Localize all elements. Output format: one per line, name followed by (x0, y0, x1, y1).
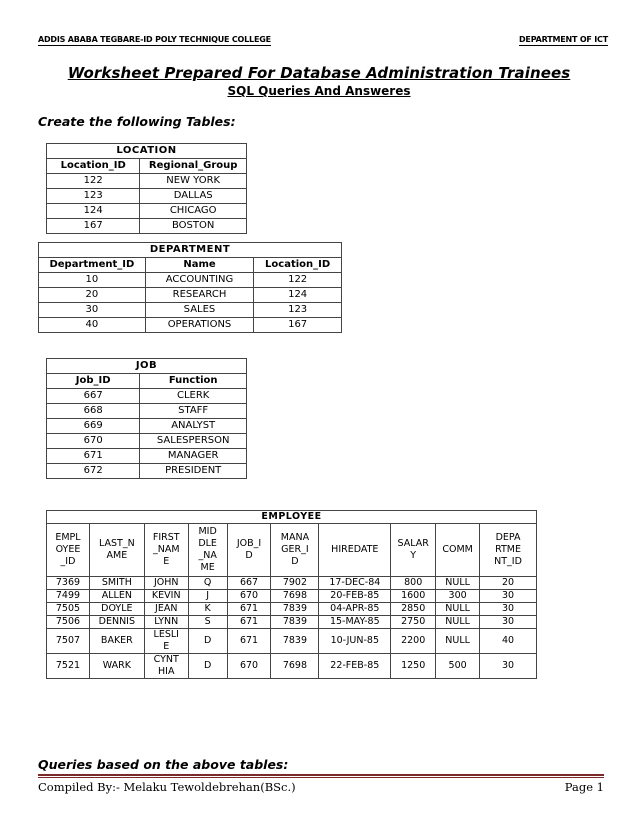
column-header-line: _NA (198, 550, 217, 561)
table-cell: 04-APR-85 (319, 603, 391, 616)
table-cell: 667 (47, 389, 140, 404)
column-header-line: Y (410, 550, 417, 561)
table-cell: SALESPERSON (140, 434, 247, 449)
table-cell: ALLEN (89, 590, 144, 603)
table-cell: 124 (254, 288, 342, 303)
table-cell: 670 (227, 590, 271, 603)
table-cell: DOYLE (89, 603, 144, 616)
column-header-line: D (245, 550, 253, 561)
table-cell: LYNN (144, 616, 188, 629)
column-header-line: ME (200, 562, 215, 573)
column-header-line: NT_ID (494, 556, 522, 567)
department-column-header: Location_ID (254, 258, 342, 273)
job-column-header: Function (140, 374, 247, 389)
table-cell: 30 (480, 654, 537, 679)
column-header-line: DLE (198, 538, 217, 549)
table-cell: NULL (436, 616, 480, 629)
employee-header-row (47, 524, 537, 577)
table-cell: 1600 (391, 590, 436, 603)
employee-table (46, 510, 537, 679)
table-cell: 123 (47, 189, 140, 204)
table-cell: ACCOUNTING (145, 273, 254, 288)
table-cell: 800 (391, 577, 436, 590)
column-header-line: _NAM (152, 544, 180, 555)
employee-column-header (89, 524, 144, 577)
queries-heading: Queries based on the above tables: (38, 757, 289, 772)
job-caption-row (47, 359, 247, 374)
table-cell: D (188, 654, 227, 679)
table-cell: KEVIN (144, 590, 188, 603)
table-cell: NEW YORK (140, 174, 247, 189)
table-row (47, 590, 537, 603)
table-cell: 1250 (391, 654, 436, 679)
worksheet-title: Worksheet Prepared For Database Administration Trainees (67, 64, 571, 82)
page-header (38, 35, 608, 46)
column-header-line: OYEE (55, 544, 81, 555)
table-row (47, 419, 247, 434)
table-cell: 20-FEB-85 (319, 590, 391, 603)
employee-column-header (436, 524, 480, 577)
table-cell: 30 (39, 303, 146, 318)
page-number: Page 1 (564, 780, 604, 794)
table-cell: 672 (47, 464, 140, 479)
table-row (47, 616, 537, 629)
employee-column-header (188, 524, 227, 577)
employee-column-header (47, 524, 90, 577)
table-cell: J (188, 590, 227, 603)
table-cell: 124 (47, 204, 140, 219)
table-cell: SALES (145, 303, 254, 318)
column-header-line: D (291, 556, 299, 567)
table-row (47, 189, 247, 204)
table-row (47, 204, 247, 219)
location-caption-row (47, 144, 247, 159)
column-header-line: GER_I (281, 544, 309, 555)
table-cell: 123 (254, 303, 342, 318)
column-header-line: FIRST (152, 532, 180, 543)
table-cell: RESEARCH (145, 288, 254, 303)
job-caption: JOB (47, 359, 247, 374)
table-cell: 2750 (391, 616, 436, 629)
table-row (39, 288, 342, 303)
table-cell: 667 (227, 577, 271, 590)
table-row (47, 389, 247, 404)
column-header-line: E (163, 556, 170, 567)
employee-column-header (319, 524, 391, 577)
table-cell: LESLI E (144, 629, 188, 654)
location-column-header: Location_ID (47, 159, 140, 174)
table-cell: 668 (47, 404, 140, 419)
job-header-row (47, 374, 247, 389)
column-header-line: DEPA (495, 532, 521, 543)
job-table (46, 358, 247, 479)
table-cell: 7369 (47, 577, 90, 590)
employee-column-header (480, 524, 537, 577)
employee-column-header (227, 524, 271, 577)
table-cell: 671 (47, 449, 140, 464)
column-header-line: COMM (442, 544, 473, 555)
table-cell: JOHN (144, 577, 188, 590)
table-cell: BAKER (89, 629, 144, 654)
table-cell: 7521 (47, 654, 90, 679)
table-cell: NULL (436, 603, 480, 616)
table-row (47, 174, 247, 189)
table-row (47, 219, 247, 234)
table-cell: JEAN (144, 603, 188, 616)
table-row (47, 629, 537, 654)
table-cell: 30 (480, 590, 537, 603)
table-cell: 7499 (47, 590, 90, 603)
table-cell: 300 (436, 590, 480, 603)
table-cell: 7902 (271, 577, 319, 590)
create-tables-heading: Create the following Tables: (38, 114, 236, 129)
table-cell: 669 (47, 419, 140, 434)
table-cell: CYNT HIA (144, 654, 188, 679)
table-cell: 10-JUN-85 (319, 629, 391, 654)
employee-column-header (271, 524, 319, 577)
job-column-header: Job_ID (47, 374, 140, 389)
location-column-header: Regional_Group (140, 159, 247, 174)
page-footer (38, 780, 604, 794)
location-header-row (47, 159, 247, 174)
table-cell: BOSTON (140, 219, 247, 234)
table-cell: ANALYST (140, 419, 247, 434)
department-header-row (39, 258, 342, 273)
column-header-line: SALAR (397, 538, 429, 549)
table-cell: NULL (436, 577, 480, 590)
department-name: DEPARTMENT OF ICT (518, 35, 608, 44)
table-cell: 122 (254, 273, 342, 288)
column-header-line: EMPL (55, 532, 81, 543)
table-cell: S (188, 616, 227, 629)
table-cell: SMITH (89, 577, 144, 590)
table-row (47, 654, 537, 679)
table-cell: 7839 (271, 616, 319, 629)
table-cell: 20 (480, 577, 537, 590)
table-cell: Q (188, 577, 227, 590)
table-row (39, 273, 342, 288)
department-column-header: Name (145, 258, 254, 273)
table-cell: 7698 (271, 590, 319, 603)
table-cell: DALLAS (140, 189, 247, 204)
table-cell: MANAGER (140, 449, 247, 464)
employee-caption: EMPLOYEE (47, 511, 537, 524)
table-cell: 122 (47, 174, 140, 189)
table-row (47, 603, 537, 616)
footer-rule (38, 774, 604, 776)
table-cell: 7839 (271, 603, 319, 616)
column-header-line: MID (198, 526, 217, 537)
table-cell: 7505 (47, 603, 90, 616)
department-column-header: Department_ID (39, 258, 146, 273)
table-cell: 7839 (271, 629, 319, 654)
table-row (47, 434, 247, 449)
location-table (46, 143, 247, 234)
table-cell: PRESIDENT (140, 464, 247, 479)
table-row (47, 464, 247, 479)
table-cell: 30 (480, 603, 537, 616)
department-table (38, 242, 342, 333)
table-row (39, 318, 342, 333)
table-cell: 2850 (391, 603, 436, 616)
column-header-line: AME (106, 550, 128, 561)
table-cell: 40 (480, 629, 537, 654)
table-cell: OPERATIONS (145, 318, 254, 333)
table-cell: NULL (436, 629, 480, 654)
table-cell: 671 (227, 629, 271, 654)
table-cell: STAFF (140, 404, 247, 419)
compiler-credit: Compiled By:- Melaku Tewoldebrehan(BSc.) (38, 780, 296, 794)
table-cell: 500 (436, 654, 480, 679)
table-cell: CLERK (140, 389, 247, 404)
table-cell: 20 (39, 288, 146, 303)
column-header-line: LAST_N (99, 538, 135, 549)
table-cell: 40 (39, 318, 146, 333)
table-cell: CHICAGO (140, 204, 247, 219)
table-cell: 670 (227, 654, 271, 679)
table-cell: 15-MAY-85 (319, 616, 391, 629)
department-caption-row (39, 243, 342, 258)
employee-caption-row (47, 511, 537, 524)
table-row (47, 577, 537, 590)
table-cell: 7506 (47, 616, 90, 629)
table-cell: 167 (47, 219, 140, 234)
department-caption: DEPARTMENT (39, 243, 342, 258)
location-caption: LOCATION (47, 144, 247, 159)
column-header-line: HIREDATE (331, 544, 379, 555)
table-row (47, 404, 247, 419)
table-row (47, 449, 247, 464)
table-cell: DENNIS (89, 616, 144, 629)
table-cell: 167 (254, 318, 342, 333)
table-cell: 671 (227, 603, 271, 616)
table-cell: K (188, 603, 227, 616)
table-row (39, 303, 342, 318)
table-cell: D (188, 629, 227, 654)
footer-rule-thin (38, 777, 604, 778)
column-header-line: RTME (495, 544, 521, 555)
employee-column-header (144, 524, 188, 577)
table-cell: 7698 (271, 654, 319, 679)
table-cell: 10 (39, 273, 146, 288)
table-cell: 2200 (391, 629, 436, 654)
table-cell: 30 (480, 616, 537, 629)
table-cell: 670 (47, 434, 140, 449)
column-header-line: _ID (60, 556, 76, 567)
table-cell: 671 (227, 616, 271, 629)
college-name: ADDIS ABABA TEGBARE-ID POLY TECHNIQUE COLLEGE (38, 35, 271, 44)
table-cell: 17-DEC-84 (319, 577, 391, 590)
column-header-line: JOB_I (236, 538, 262, 549)
table-cell: 7507 (47, 629, 90, 654)
worksheet-subtitle: SQL Queries And Answeres (227, 84, 411, 98)
table-cell: WARK (89, 654, 144, 679)
employee-column-header (391, 524, 436, 577)
column-header-line: MANA (280, 532, 310, 543)
table-cell: 22-FEB-85 (319, 654, 391, 679)
